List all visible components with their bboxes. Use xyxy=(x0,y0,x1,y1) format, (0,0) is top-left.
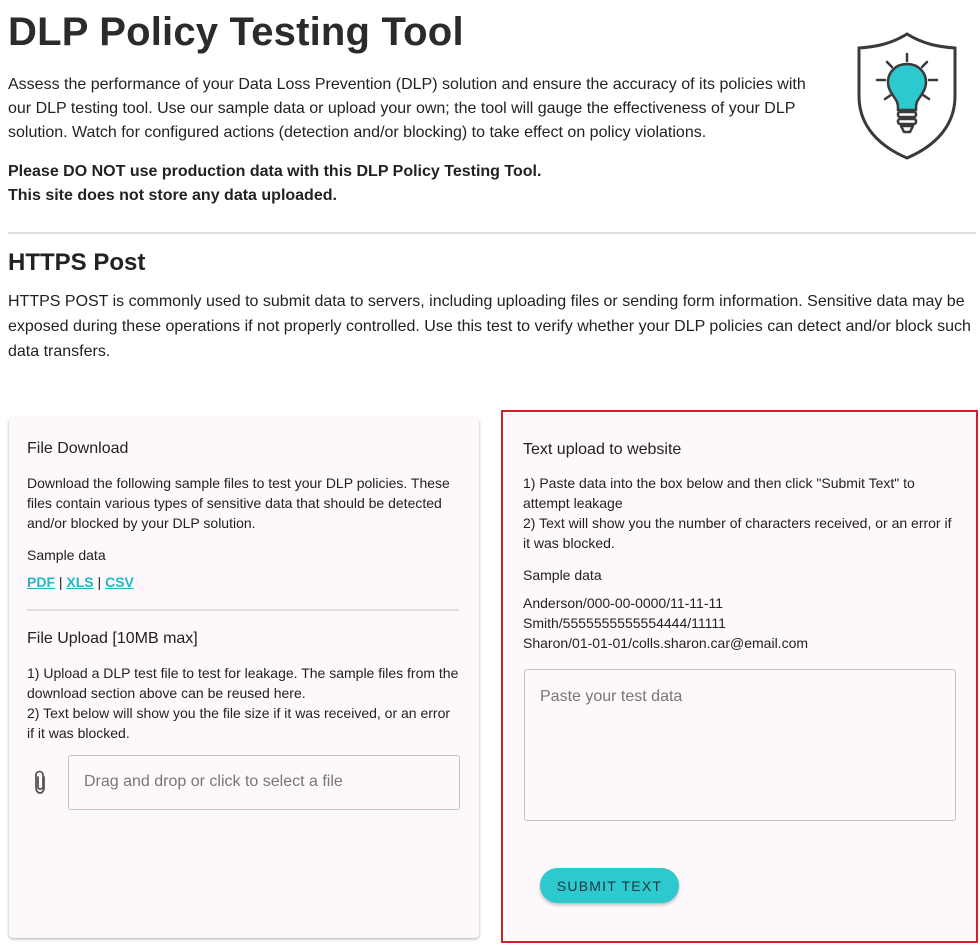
file-download-sample-label: Sample data xyxy=(27,547,106,563)
sample-data-line: Smith/5555555555554444/11111 xyxy=(523,615,726,631)
header-divider xyxy=(8,232,976,234)
warning-text xyxy=(8,160,808,208)
warning-line-2: This site does not store any data uploaded. xyxy=(8,187,337,204)
text-upload-step-1: 1) Paste data into the box below and then click "Submit Text" to attempt leakage xyxy=(523,475,915,511)
shield-lightbulb-icon xyxy=(855,30,959,162)
file-card xyxy=(9,418,479,938)
section-description: HTTPS POST is commonly used to submit data to servers, including uploading files or sending form information. Sensitive data may be exposed during these operations if not properly controlled. Use this test to verify whether your DLP policies can detect and/or block such data transfers. xyxy=(8,293,971,360)
submit-text-button[interactable]: SUBMIT TEXT xyxy=(540,868,679,903)
sample-data-line: Anderson/000-00-0000/11-11-11 xyxy=(523,595,724,611)
paperclip-icon[interactable] xyxy=(29,769,51,795)
text-upload-sample-label: Sample data xyxy=(523,567,602,583)
text-upload-card xyxy=(505,414,977,940)
sample-data-list xyxy=(523,593,959,653)
file-upload-step-2: 2) Text below will show you the file size if it was received, or an error if it was blocked. xyxy=(27,705,451,741)
file-upload-title: File Upload [10MB max] xyxy=(27,630,198,647)
text-upload-title: Text upload to website xyxy=(523,441,682,458)
page-title: DLP Policy Testing Tool xyxy=(8,10,464,54)
intro-text: Assess the performance of your Data Loss Prevention (DLP) solution and ensure the accuracy of its policies with our DLP testing tool. Use our sample data or upload your own; the tool will gauge the effectiveness of your DLP solution. Watch for configured actions (detection and/or blocking) to take effect on policy violations. xyxy=(8,76,806,141)
card-divider xyxy=(27,609,459,611)
download-xls-link[interactable]: XLS xyxy=(66,574,94,590)
file-drop-input[interactable]: Drag and drop or click to select a file xyxy=(68,755,460,810)
warning-line-1: Please DO NOT use production data with this DLP Policy Testing Tool. xyxy=(8,163,542,180)
link-separator: | xyxy=(58,574,63,590)
text-upload-steps xyxy=(523,473,959,553)
file-upload-steps xyxy=(27,663,459,743)
section-title: HTTPS Post xyxy=(8,249,146,276)
link-separator: | xyxy=(97,574,102,590)
file-upload-step-1: 1) Upload a DLP test file to test for leakage. The sample files from the download section above can be reused here. xyxy=(27,665,459,701)
download-links xyxy=(27,574,134,590)
download-pdf-link[interactable]: PDF xyxy=(27,574,55,590)
file-download-description: Download the following sample files to test your DLP policies. These files contain various types of sensitive data that should be detected and/or blocked by your DLP solution. xyxy=(27,475,450,531)
test-data-textarea[interactable] xyxy=(524,669,956,821)
file-download-title: File Download xyxy=(27,440,129,457)
download-csv-link[interactable]: CSV xyxy=(105,574,134,590)
text-upload-step-2: 2) Text will show you the number of characters received, or an error if it was blocked. xyxy=(523,515,952,551)
sample-data-line: Sharon/01-01-01/colls.sharon.car@email.com xyxy=(523,635,809,651)
